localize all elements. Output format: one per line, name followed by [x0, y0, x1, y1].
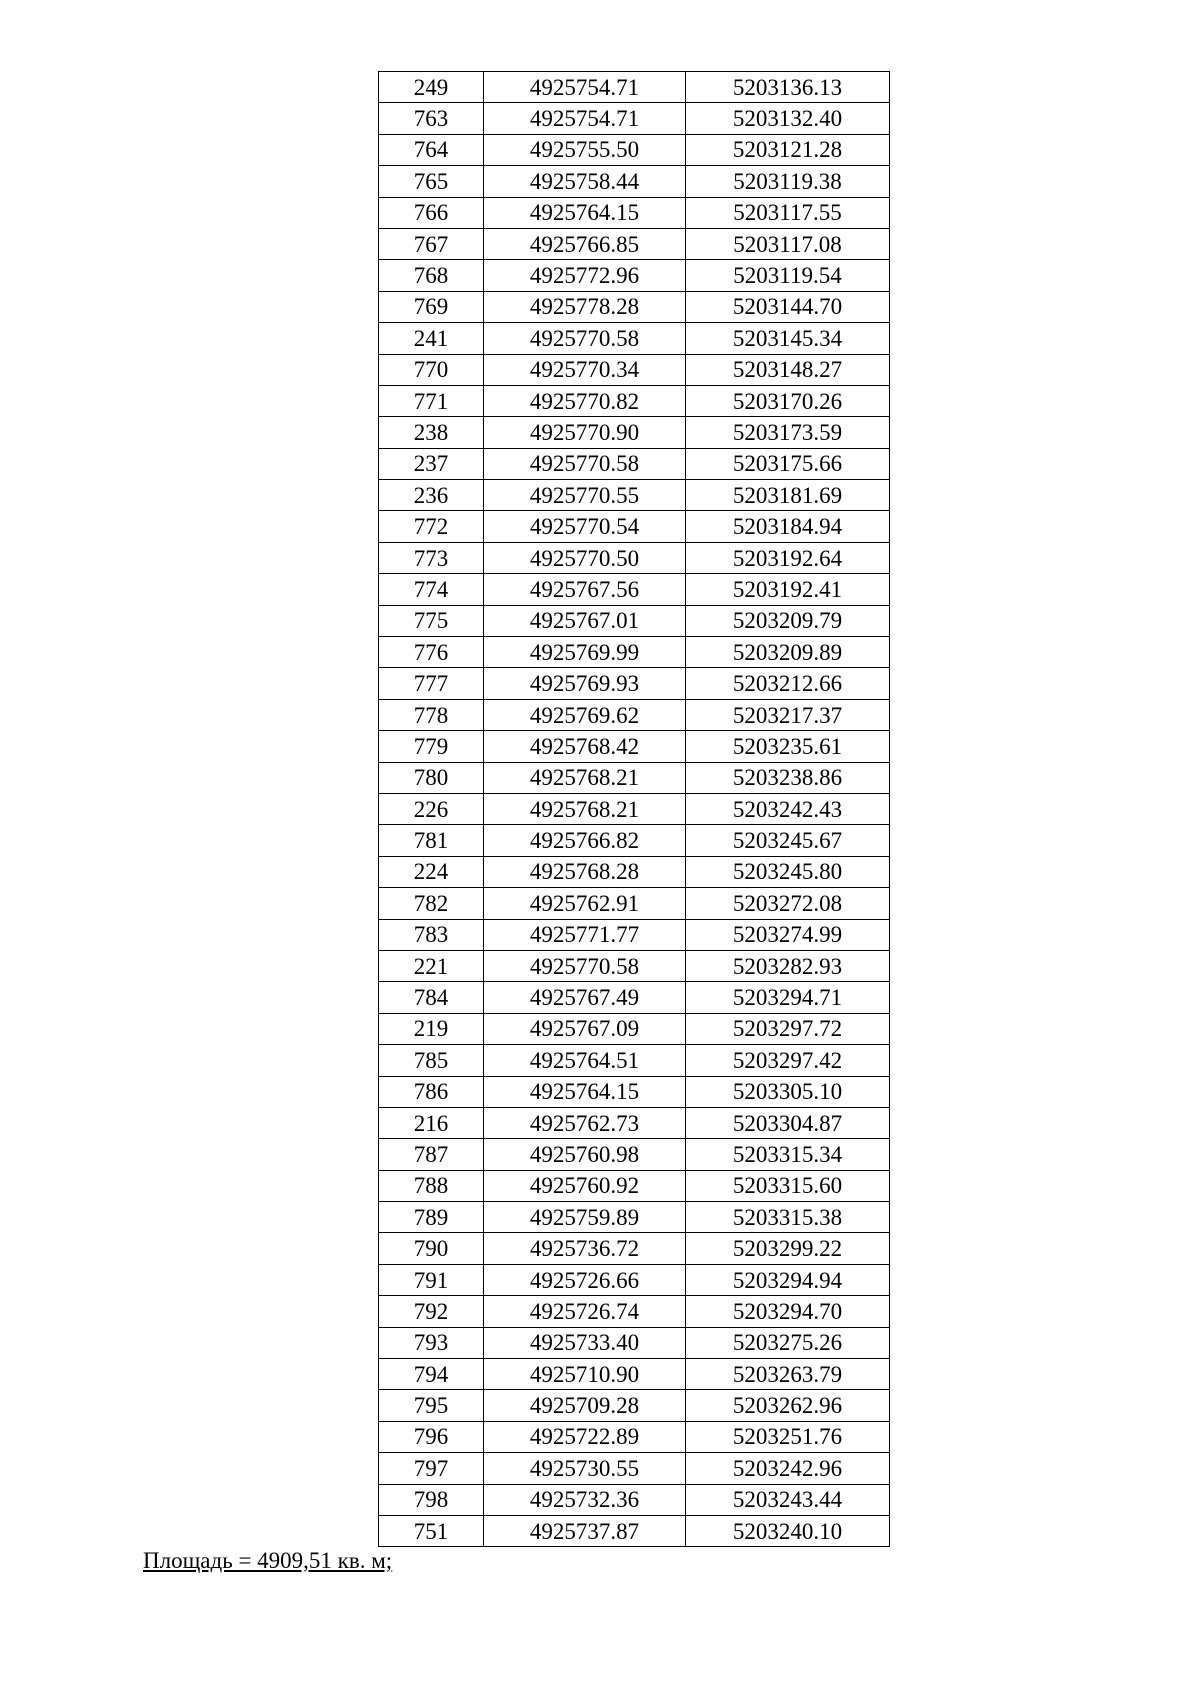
- y-coordinate-cell: 5203315.34: [686, 1139, 890, 1170]
- point-number-cell: 782: [379, 888, 484, 919]
- x-coordinate-cell: 4925770.90: [484, 417, 686, 448]
- table-row: [379, 699, 890, 730]
- y-coordinate-cell: 5203242.96: [686, 1453, 890, 1484]
- x-coordinate-cell: 4925722.89: [484, 1421, 686, 1452]
- table-row: [379, 511, 890, 542]
- y-coordinate-cell: 5203144.70: [686, 291, 890, 322]
- table-row: [379, 385, 890, 416]
- point-number-cell: 770: [379, 354, 484, 385]
- y-coordinate-cell: 5203184.94: [686, 511, 890, 542]
- point-number-cell: 768: [379, 260, 484, 291]
- y-coordinate-cell: 5203212.66: [686, 668, 890, 699]
- x-coordinate-cell: 4925732.36: [484, 1484, 686, 1515]
- x-coordinate-cell: 4925769.99: [484, 637, 686, 668]
- y-coordinate-cell: 5203275.26: [686, 1327, 890, 1358]
- point-number-cell: 788: [379, 1170, 484, 1201]
- x-coordinate-cell: 4925778.28: [484, 291, 686, 322]
- x-coordinate-cell: 4925767.56: [484, 574, 686, 605]
- point-number-cell: 238: [379, 417, 484, 448]
- table-row: [379, 323, 890, 354]
- x-coordinate-cell: 4925769.93: [484, 668, 686, 699]
- x-coordinate-cell: 4925772.96: [484, 260, 686, 291]
- coordinates-table-body: [379, 72, 890, 1547]
- table-row: [379, 825, 890, 856]
- table-row: [379, 668, 890, 699]
- table-row: [379, 228, 890, 259]
- table-row: [379, 1390, 890, 1421]
- point-number-cell: 791: [379, 1264, 484, 1295]
- point-number-cell: 765: [379, 166, 484, 197]
- table-row: [379, 1484, 890, 1515]
- table-row: [379, 1421, 890, 1452]
- table-row: [379, 637, 890, 668]
- point-number-cell: 763: [379, 103, 484, 134]
- x-coordinate-cell: 4925766.82: [484, 825, 686, 856]
- point-number-cell: 790: [379, 1233, 484, 1264]
- y-coordinate-cell: 5203173.59: [686, 417, 890, 448]
- x-coordinate-cell: 4925709.28: [484, 1390, 686, 1421]
- x-coordinate-cell: 4925770.58: [484, 323, 686, 354]
- x-coordinate-cell: 4925768.28: [484, 856, 686, 887]
- table-row: [379, 260, 890, 291]
- x-coordinate-cell: 4925768.21: [484, 762, 686, 793]
- point-number-cell: 794: [379, 1359, 484, 1390]
- x-coordinate-cell: 4925733.40: [484, 1327, 686, 1358]
- point-number-cell: 785: [379, 1045, 484, 1076]
- table-row: [379, 1264, 890, 1295]
- table-row: [379, 448, 890, 479]
- x-coordinate-cell: 4925764.15: [484, 1076, 686, 1107]
- point-number-cell: 226: [379, 793, 484, 824]
- x-coordinate-cell: 4925759.89: [484, 1202, 686, 1233]
- y-coordinate-cell: 5203181.69: [686, 480, 890, 511]
- y-coordinate-cell: 5203315.38: [686, 1202, 890, 1233]
- point-number-cell: 781: [379, 825, 484, 856]
- table-row: [379, 1202, 890, 1233]
- table-row: [379, 1013, 890, 1044]
- y-coordinate-cell: 5203299.22: [686, 1233, 890, 1264]
- table-row: [379, 72, 890, 103]
- x-coordinate-cell: 4925770.34: [484, 354, 686, 385]
- table-row: [379, 950, 890, 981]
- point-number-cell: 774: [379, 574, 484, 605]
- table-row: [379, 1107, 890, 1138]
- table-row: [379, 982, 890, 1013]
- table-row: [379, 417, 890, 448]
- point-number-cell: 221: [379, 950, 484, 981]
- y-coordinate-cell: 5203251.76: [686, 1421, 890, 1452]
- table-row: [379, 574, 890, 605]
- x-coordinate-cell: 4925770.50: [484, 542, 686, 573]
- y-coordinate-cell: 5203282.93: [686, 950, 890, 981]
- y-coordinate-cell: 5203294.94: [686, 1264, 890, 1295]
- x-coordinate-cell: 4925770.82: [484, 385, 686, 416]
- point-number-cell: 769: [379, 291, 484, 322]
- x-coordinate-cell: 4925771.77: [484, 919, 686, 950]
- point-number-cell: 787: [379, 1139, 484, 1170]
- x-coordinate-cell: 4925760.98: [484, 1139, 686, 1170]
- y-coordinate-cell: 5203315.60: [686, 1170, 890, 1201]
- point-number-cell: 780: [379, 762, 484, 793]
- y-coordinate-cell: 5203117.08: [686, 228, 890, 259]
- table-row: [379, 1045, 890, 1076]
- point-number-cell: 777: [379, 668, 484, 699]
- coordinates-table: [378, 71, 890, 1547]
- x-coordinate-cell: 4925730.55: [484, 1453, 686, 1484]
- y-coordinate-cell: 5203272.08: [686, 888, 890, 919]
- table-row: [379, 1076, 890, 1107]
- x-coordinate-cell: 4925726.74: [484, 1296, 686, 1327]
- point-number-cell: 778: [379, 699, 484, 730]
- point-number-cell: 249: [379, 72, 484, 103]
- y-coordinate-cell: 5203238.86: [686, 762, 890, 793]
- x-coordinate-cell: 4925770.58: [484, 950, 686, 981]
- y-coordinate-cell: 5203235.61: [686, 731, 890, 762]
- point-number-cell: 767: [379, 228, 484, 259]
- point-number-cell: 764: [379, 134, 484, 165]
- x-coordinate-cell: 4925767.01: [484, 605, 686, 636]
- table-row: [379, 1296, 890, 1327]
- y-coordinate-cell: 5203148.27: [686, 354, 890, 385]
- x-coordinate-cell: 4925770.58: [484, 448, 686, 479]
- point-number-cell: 784: [379, 982, 484, 1013]
- y-coordinate-cell: 5203209.79: [686, 605, 890, 636]
- table-row: [379, 1453, 890, 1484]
- table-row: [379, 354, 890, 385]
- point-number-cell: 793: [379, 1327, 484, 1358]
- x-coordinate-cell: 4925762.73: [484, 1107, 686, 1138]
- x-coordinate-cell: 4925710.90: [484, 1359, 686, 1390]
- table-row: [379, 1139, 890, 1170]
- point-number-cell: 795: [379, 1390, 484, 1421]
- y-coordinate-cell: 5203274.99: [686, 919, 890, 950]
- y-coordinate-cell: 5203240.10: [686, 1515, 890, 1546]
- y-coordinate-cell: 5203245.67: [686, 825, 890, 856]
- y-coordinate-cell: 5203304.87: [686, 1107, 890, 1138]
- table-row: [379, 1515, 890, 1546]
- point-number-cell: 751: [379, 1515, 484, 1546]
- y-coordinate-cell: 5203136.13: [686, 72, 890, 103]
- y-coordinate-cell: 5203145.34: [686, 323, 890, 354]
- table-row: [379, 291, 890, 322]
- y-coordinate-cell: 5203117.55: [686, 197, 890, 228]
- y-coordinate-cell: 5203297.72: [686, 1013, 890, 1044]
- point-number-cell: 771: [379, 385, 484, 416]
- point-number-cell: 783: [379, 919, 484, 950]
- y-coordinate-cell: 5203305.10: [686, 1076, 890, 1107]
- point-number-cell: 241: [379, 323, 484, 354]
- y-coordinate-cell: 5203192.41: [686, 574, 890, 605]
- point-number-cell: 216: [379, 1107, 484, 1138]
- y-coordinate-cell: 5203170.26: [686, 385, 890, 416]
- x-coordinate-cell: 4925770.55: [484, 480, 686, 511]
- x-coordinate-cell: 4925768.42: [484, 731, 686, 762]
- y-coordinate-cell: 5203262.96: [686, 1390, 890, 1421]
- table-row: [379, 542, 890, 573]
- point-number-cell: 798: [379, 1484, 484, 1515]
- point-number-cell: 789: [379, 1202, 484, 1233]
- table-row: [379, 103, 890, 134]
- table-row: [379, 605, 890, 636]
- table-row: [379, 166, 890, 197]
- point-number-cell: 792: [379, 1296, 484, 1327]
- table-row: [379, 919, 890, 950]
- x-coordinate-cell: 4925766.85: [484, 228, 686, 259]
- table-row: [379, 856, 890, 887]
- y-coordinate-cell: 5203132.40: [686, 103, 890, 134]
- y-coordinate-cell: 5203263.79: [686, 1359, 890, 1390]
- point-number-cell: 775: [379, 605, 484, 636]
- x-coordinate-cell: 4925760.92: [484, 1170, 686, 1201]
- x-coordinate-cell: 4925767.09: [484, 1013, 686, 1044]
- point-number-cell: 776: [379, 637, 484, 668]
- area-summary: Площадь = 4909,51 кв. м;: [143, 1548, 393, 1573]
- x-coordinate-cell: 4925764.51: [484, 1045, 686, 1076]
- x-coordinate-cell: 4925754.71: [484, 72, 686, 103]
- point-number-cell: 219: [379, 1013, 484, 1044]
- point-number-cell: 779: [379, 731, 484, 762]
- table-row: [379, 134, 890, 165]
- x-coordinate-cell: 4925769.62: [484, 699, 686, 730]
- x-coordinate-cell: 4925737.87: [484, 1515, 686, 1546]
- x-coordinate-cell: 4925770.54: [484, 511, 686, 542]
- y-coordinate-cell: 5203294.70: [686, 1296, 890, 1327]
- point-number-cell: 237: [379, 448, 484, 479]
- point-number-cell: 797: [379, 1453, 484, 1484]
- y-coordinate-cell: 5203119.54: [686, 260, 890, 291]
- table-row: [379, 480, 890, 511]
- table-row: [379, 197, 890, 228]
- point-number-cell: 773: [379, 542, 484, 573]
- x-coordinate-cell: 4925755.50: [484, 134, 686, 165]
- table-row: [379, 762, 890, 793]
- y-coordinate-cell: 5203209.89: [686, 637, 890, 668]
- y-coordinate-cell: 5203243.44: [686, 1484, 890, 1515]
- point-number-cell: 786: [379, 1076, 484, 1107]
- y-coordinate-cell: 5203175.66: [686, 448, 890, 479]
- point-number-cell: 772: [379, 511, 484, 542]
- y-coordinate-cell: 5203242.43: [686, 793, 890, 824]
- x-coordinate-cell: 4925762.91: [484, 888, 686, 919]
- y-coordinate-cell: 5203119.38: [686, 166, 890, 197]
- table-row: [379, 1327, 890, 1358]
- y-coordinate-cell: 5203294.71: [686, 982, 890, 1013]
- point-number-cell: 224: [379, 856, 484, 887]
- x-coordinate-cell: 4925768.21: [484, 793, 686, 824]
- y-coordinate-cell: 5203245.80: [686, 856, 890, 887]
- y-coordinate-cell: 5203121.28: [686, 134, 890, 165]
- x-coordinate-cell: 4925736.72: [484, 1233, 686, 1264]
- x-coordinate-cell: 4925767.49: [484, 982, 686, 1013]
- y-coordinate-cell: 5203217.37: [686, 699, 890, 730]
- table-row: [379, 888, 890, 919]
- table-row: [379, 731, 890, 762]
- x-coordinate-cell: 4925726.66: [484, 1264, 686, 1295]
- y-coordinate-cell: 5203297.42: [686, 1045, 890, 1076]
- point-number-cell: 766: [379, 197, 484, 228]
- y-coordinate-cell: 5203192.64: [686, 542, 890, 573]
- x-coordinate-cell: 4925754.71: [484, 103, 686, 134]
- x-coordinate-cell: 4925758.44: [484, 166, 686, 197]
- table-row: [379, 1359, 890, 1390]
- table-row: [379, 1170, 890, 1201]
- table-row: [379, 1233, 890, 1264]
- table-row: [379, 793, 890, 824]
- point-number-cell: 796: [379, 1421, 484, 1452]
- point-number-cell: 236: [379, 480, 484, 511]
- x-coordinate-cell: 4925764.15: [484, 197, 686, 228]
